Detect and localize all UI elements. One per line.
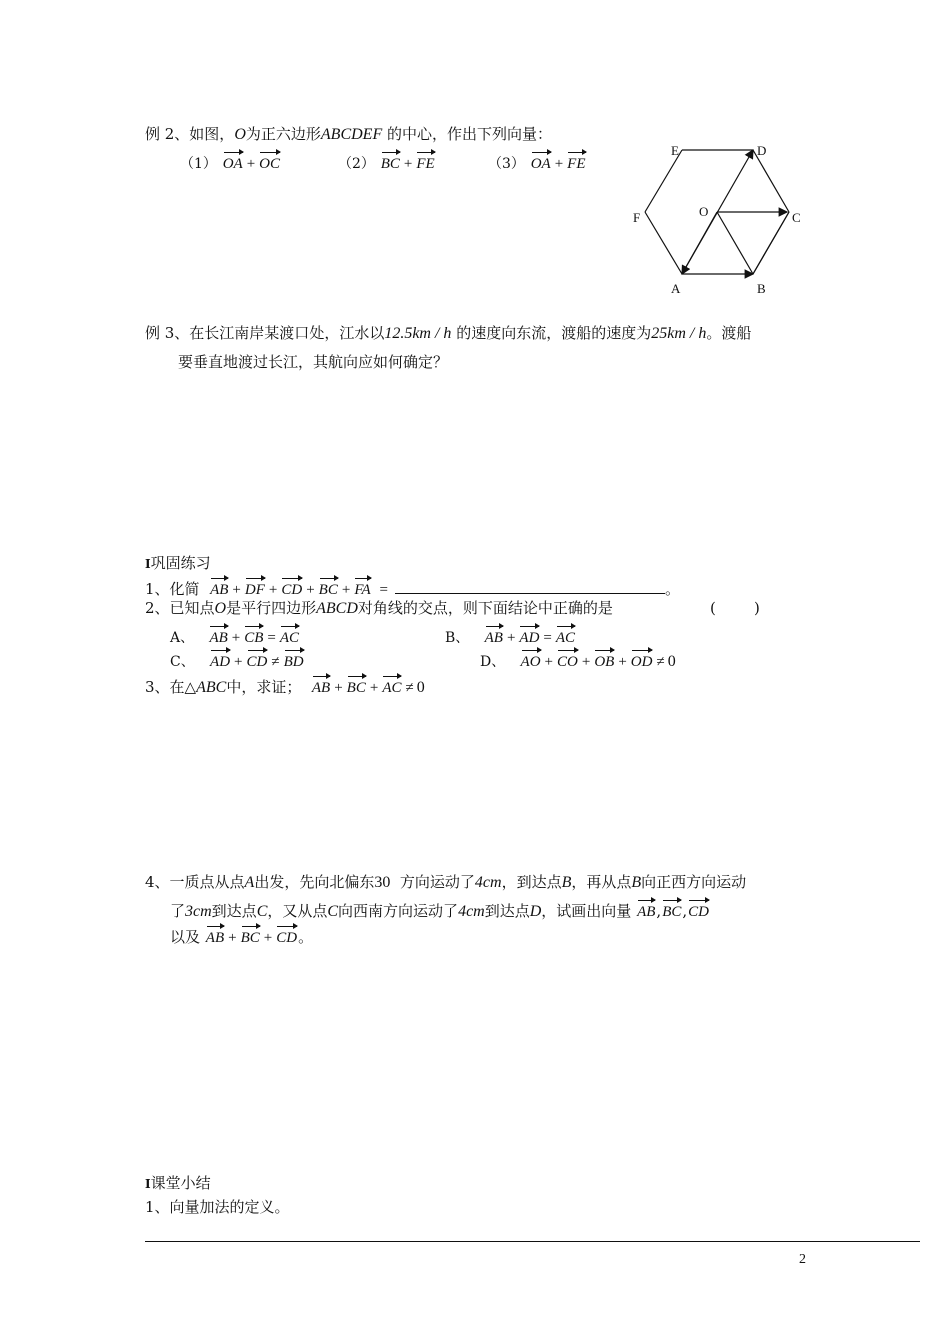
relation-sign: = <box>267 630 276 646</box>
q4-text: 到达点 <box>484 902 530 920</box>
q4-text: 4、一质点从点 <box>145 873 245 891</box>
q2-point-O: O <box>214 600 227 617</box>
footer-rule <box>145 1241 920 1242</box>
vector: FE <box>567 150 585 174</box>
option-label: C、 <box>170 654 195 670</box>
q4-point: B <box>631 874 642 891</box>
vector: FA <box>354 576 370 600</box>
example-3-line-1 <box>145 323 751 344</box>
q4-point: C <box>256 903 268 920</box>
vector: FE <box>416 150 434 174</box>
q4-text: 以及 <box>170 928 201 946</box>
vertex-label-A: A <box>671 281 681 296</box>
vector: OD <box>631 648 653 672</box>
option-label: A、 <box>170 630 195 646</box>
vector: OA <box>531 150 551 174</box>
section-marker: I <box>145 1177 151 1191</box>
section-marker: I <box>145 557 151 571</box>
answer-blank[interactable] <box>395 579 665 594</box>
vector: BC <box>241 924 260 948</box>
q2-text: 对角线的交点，则下面结论中正确的是 <box>357 599 613 617</box>
q4-text: 向正西方向运动 <box>641 873 747 891</box>
comma: , <box>682 902 688 920</box>
vector: AD <box>519 624 539 648</box>
q1-end: 。 <box>664 580 680 598</box>
q4-text: ，又从点 <box>267 902 328 920</box>
q3-text: 3、在△ <box>145 678 197 696</box>
q4-text: 到达点 <box>211 902 257 920</box>
vector: DF <box>245 576 265 600</box>
vector: AC <box>556 624 575 648</box>
q4-text: 方向运动了 <box>399 873 475 891</box>
ex2-item-2 <box>338 150 436 174</box>
q2-option-B[interactable]: B、 AB + AD = AC <box>445 624 576 648</box>
q3-triangle: ABC <box>196 679 227 696</box>
hexagon-diagram <box>625 140 815 300</box>
ex2-item-1 <box>180 150 281 174</box>
ex3-boat-speed: 25km / h <box>651 325 707 342</box>
relation-sign: ≠ <box>405 680 414 696</box>
summary-item-1 <box>145 1197 290 1217</box>
q4-distance: 3cm <box>185 903 212 920</box>
ex2-item-num: （1） <box>180 156 217 172</box>
vector: AB <box>637 898 655 922</box>
q4-text: 向西南方向运动了 <box>338 902 459 920</box>
q2-text: 2、已知点 <box>145 599 215 617</box>
hex-segment-OB <box>717 212 753 274</box>
practice-q3: 3、在△ABC中，求证； AB + BC + AC ≠ 0 <box>145 674 425 698</box>
vector: CB <box>244 624 263 648</box>
ex3-river-speed: 12.5km / h <box>384 325 452 342</box>
q4-point: D <box>529 903 542 920</box>
vector: BD <box>284 648 304 672</box>
q2-text: 是平行四边形 <box>226 599 317 617</box>
vector: BC <box>347 674 366 698</box>
q3-text: 中，求证； <box>226 678 302 696</box>
example-2-statement <box>145 124 552 145</box>
q4-text: 出发，先向北偏东 <box>254 873 375 891</box>
vector: CD <box>688 898 709 922</box>
practice-q2 <box>145 598 613 619</box>
vector: AB <box>206 924 224 948</box>
summary-heading-text: 课堂小结 <box>150 1174 211 1192</box>
summary-heading <box>145 1173 211 1194</box>
q2-answer-paren[interactable] <box>710 598 760 618</box>
hex-segment-BC-inner <box>753 212 789 274</box>
practice-heading <box>145 553 211 574</box>
vector: CD <box>247 648 268 672</box>
vector: BC <box>319 576 338 600</box>
vector: CD <box>276 924 297 948</box>
vertex-label-D: D <box>757 143 767 158</box>
ex3-text: 例 3、在长江南岸某渡口处，江水以 <box>145 324 385 342</box>
hex-edge-AF <box>645 212 682 274</box>
page-number: 2 <box>799 1252 806 1267</box>
practice-q1: 1、化简 AB + DF + CD + BC + FA = 。 <box>145 576 680 600</box>
plus-sign: + <box>554 156 564 172</box>
ex2-suffix: 的中心，作出下列向量： <box>387 125 553 143</box>
ex3-text: 。渡船 <box>706 324 752 342</box>
vertex-label-B: B <box>757 281 766 296</box>
vector: AC <box>280 624 299 648</box>
q4-distance: 4cm <box>458 903 485 920</box>
q4-text: ，试画出向量 <box>541 902 632 920</box>
q4-text: ，到达点 <box>501 873 562 891</box>
comma: , <box>656 902 662 920</box>
ex3-text: 要垂直地渡过长江，其航向应如何确定？ <box>178 353 449 371</box>
ex2-mid: 为正六边形 <box>245 125 321 143</box>
ex3-text: 的速度向东流，渡船的速度为 <box>456 324 652 342</box>
vector: BC <box>662 898 681 922</box>
example-3-line-2 <box>178 352 448 372</box>
vector: AO <box>521 648 541 672</box>
q2-option-C[interactable]: C、 AD + CD ≠ BD <box>170 648 305 672</box>
q4-point: C <box>327 903 339 920</box>
vertex-label-F: F <box>633 210 641 225</box>
practice-q4-line-2 <box>170 898 710 922</box>
q1-prefix: 1、化简 <box>145 580 200 598</box>
ex2-item-num: （3） <box>488 156 525 172</box>
ex2-hexagon-name: ABCDEF <box>320 126 383 143</box>
practice-q4-line-3: 以及 AB + BC + CD。 <box>170 924 313 948</box>
vector: CD <box>281 576 302 600</box>
option-label: B、 <box>445 630 470 646</box>
relation-sign: ≠ <box>656 654 665 670</box>
ex2-prefix: 例 2、如图， <box>145 125 235 143</box>
answer-paren: ( ) <box>710 599 760 617</box>
plus-sign: + <box>246 156 256 172</box>
vector: OC <box>259 150 280 174</box>
q4-point: B <box>561 874 572 891</box>
vertex-label-E: E <box>671 143 679 158</box>
ex2-center-O: O <box>234 126 246 143</box>
q4-point: A <box>244 874 255 891</box>
relation-sign: ≠ <box>271 654 280 670</box>
zero-vector: 0 <box>667 653 676 670</box>
vector: AC <box>382 674 401 698</box>
plus-sign: + <box>403 156 413 172</box>
zero-vector: 0 <box>416 679 425 696</box>
vertex-label-C: C <box>792 210 801 225</box>
relation-sign: = <box>543 630 552 646</box>
practice-q4-line-1 <box>145 872 746 893</box>
hex-edge-FE <box>645 150 682 212</box>
vector: OB <box>594 648 614 672</box>
vector: BC <box>381 150 400 174</box>
practice-heading-text: 巩固练习 <box>150 554 211 572</box>
vector: OA <box>223 150 243 174</box>
q4-text: ，再从点 <box>571 873 632 891</box>
option-label: D、 <box>480 654 506 670</box>
vector: AB <box>209 624 227 648</box>
q2-option-A[interactable]: A、 AB + CB = AC <box>170 624 300 648</box>
ex2-item-3 <box>488 150 587 174</box>
q4-end: 。 <box>298 928 314 946</box>
q2-parallelogram: ABCD <box>316 600 358 617</box>
equals-sign: = <box>379 582 388 598</box>
vector: AB <box>210 576 228 600</box>
q4-angle: 30 <box>374 874 391 891</box>
q2-option-D[interactable]: D、 AO + CO + OB + OD ≠ 0 <box>480 648 676 672</box>
hex-edge-DC <box>753 150 789 212</box>
vertex-label-O: O <box>699 204 709 219</box>
ex2-item-num: （2） <box>338 156 375 172</box>
vector: AB <box>312 674 330 698</box>
vector: AD <box>210 648 230 672</box>
vector: CO <box>557 648 578 672</box>
q4-text: 了 <box>170 902 186 920</box>
vector: AB <box>485 624 503 648</box>
summary-item-text: 1、向量加法的定义。 <box>145 1198 290 1216</box>
q4-distance: 4cm <box>474 874 502 891</box>
